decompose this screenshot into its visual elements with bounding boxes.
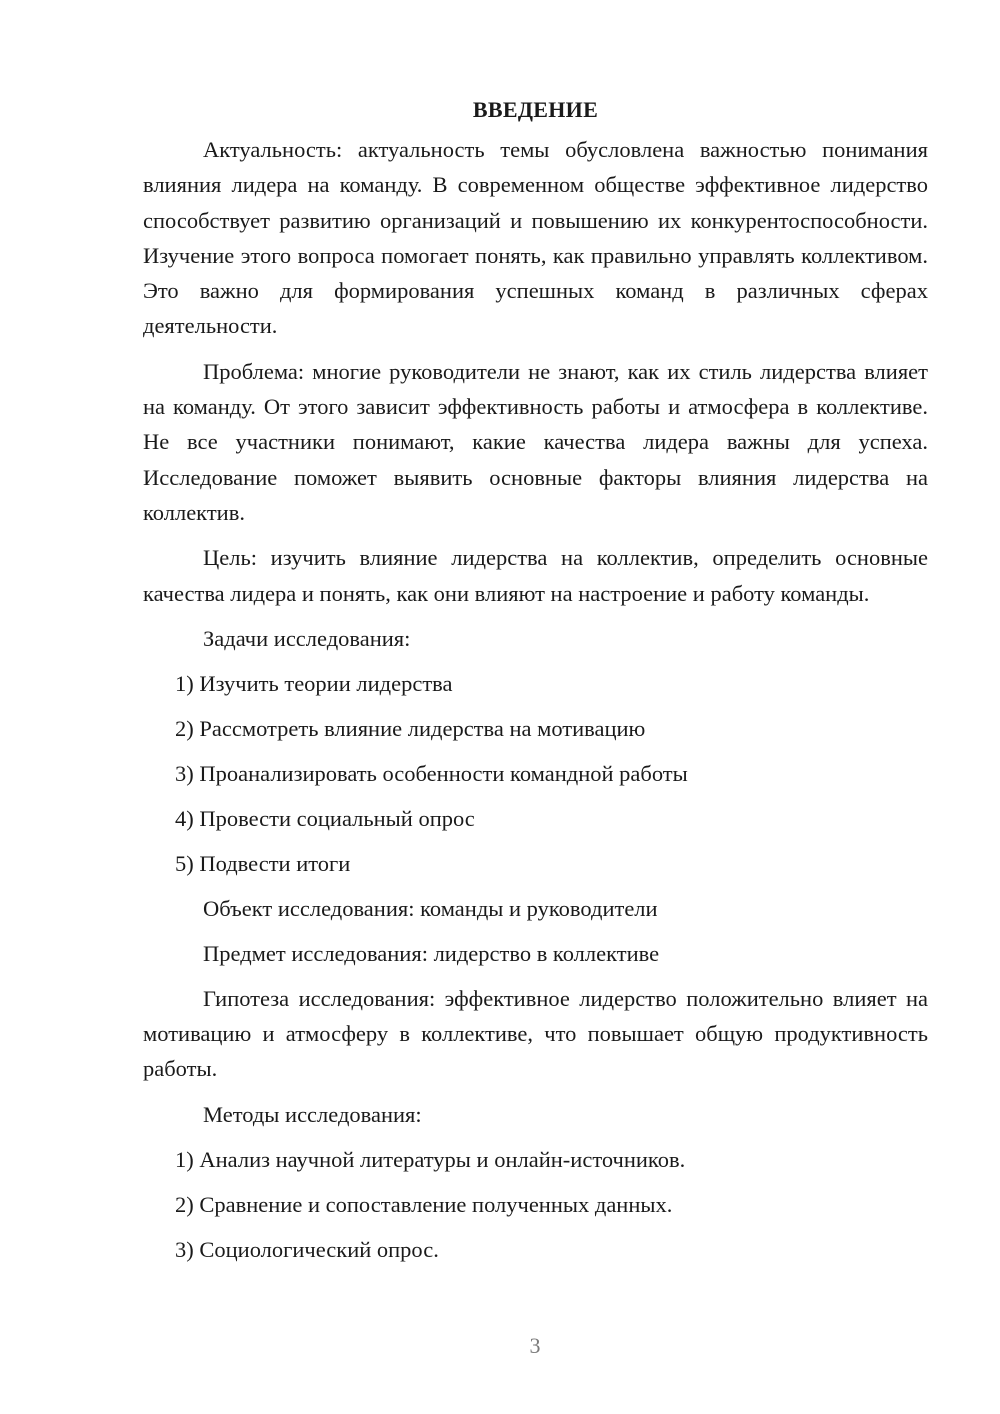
goal-paragraph: Цель: изучить влияние лидерства на коллектив, определить основные качества лидера и понять, как они влияют на настроение и работу команды.	[143, 545, 928, 606]
problem-paragraph: Проблема: многие руководители не знают, как их стиль лидерства влияет на команду. От этого зависит эффективность работы и атмосфера в коллективе. Не все участники понимают, какие качества лидера важны для успеха. Исследование поможет выявить основные факторы влияния лидерства на коллектив.	[143, 358, 928, 525]
relevance-paragraph: Актуальность: актуальность темы обусловлена важностью понимания влияния лидера на команду. В современном обществе эффективное лидерство способствует развитию организаций и повышению их конкурентоспособности. Изучение этого вопроса помогает понять, как правильно управлять коллективом. Это важно для формирования успешных команд в различных сферах деятельности.	[143, 137, 928, 339]
section-title: ВВЕДЕНИЕ	[472, 97, 599, 122]
task-item: 5) Подвести итоги	[175, 850, 351, 876]
hypothesis-paragraph: Гипотеза исследования: эффективное лидерство положительно влияет на мотивацию и атмосферу в коллективе, что повышает общую продуктивность работы.	[143, 985, 928, 1082]
task-item: 4) Провести социальный опрос	[175, 805, 475, 831]
subject-line: Предмет исследования: лидерство в коллективе	[203, 940, 660, 966]
methods-heading: Методы исследования:	[203, 1101, 422, 1127]
task-item: 3) Проанализировать особенности командной работы	[175, 760, 688, 786]
tasks-heading: Задачи исследования:	[203, 625, 411, 651]
method-item: 2) Сравнение и сопоставление полученных данных.	[175, 1191, 673, 1217]
page-number: 3	[529, 1333, 541, 1358]
method-item: 1) Анализ научной литературы и онлайн-источников.	[175, 1146, 686, 1172]
object-line: Объект исследования: команды и руководители	[203, 895, 658, 921]
method-item: 3) Социологический опрос.	[175, 1236, 439, 1262]
task-item: 1) Изучить теории лидерства	[175, 670, 453, 696]
task-item: 2) Рассмотреть влияние лидерства на мотивацию	[175, 715, 646, 741]
document-page	[143, 92, 928, 1277]
